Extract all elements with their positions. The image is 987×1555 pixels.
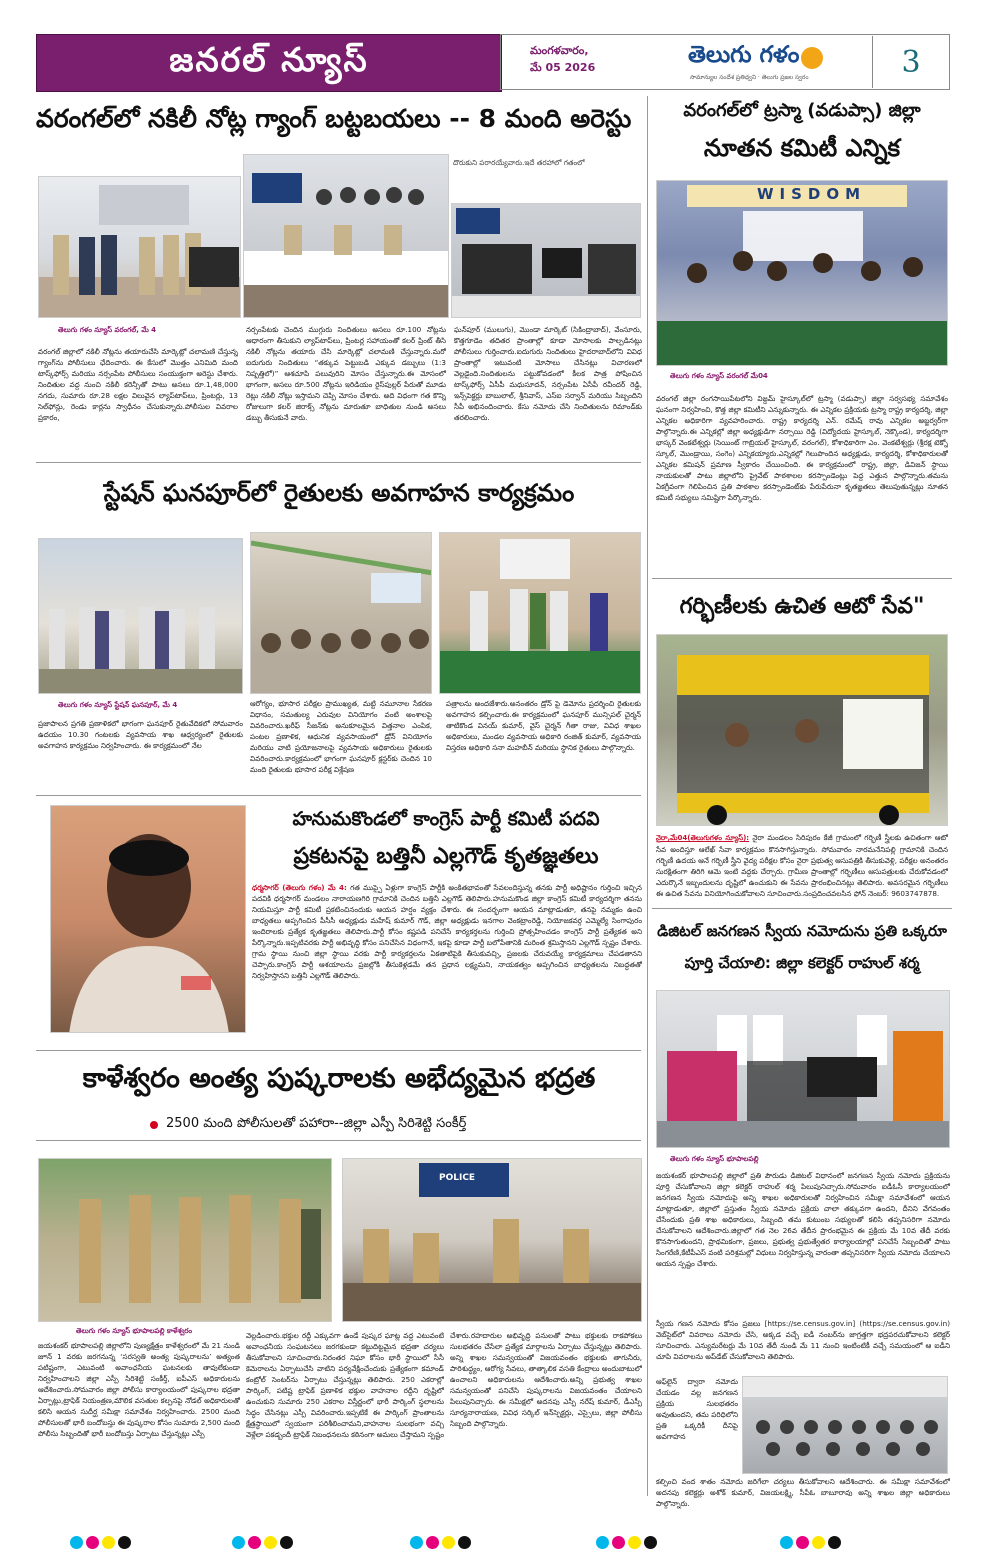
story1-col3-top: దొరుకుని పరారయ్యేవారు.ఇదే తరహాలో గతంలో (453, 158, 585, 167)
auto-rickshaw-illustration (657, 635, 948, 826)
headline-farmers: స్టేషన్ ఘనపూర్‌లో రైతులకు అవగాహన కార్యక్రమం (103, 479, 575, 507)
logo-tagline: సామాన్యుల సందేశ ప్రతిధ్వని · తెలుగు ప్రజల స్వరం (690, 74, 809, 81)
story4-body (656, 832, 948, 904)
yellow-dot (102, 1536, 115, 1549)
story2-caption: తెలుగు గళం న్యూస్ వరంగల్ మే04 (670, 372, 768, 380)
photo-census-meeting (656, 990, 950, 1148)
headline-trasma-l1: వరంగల్‌లో ట్రస్మా (వడుప్సా) జిల్లా (683, 100, 921, 121)
story3-col2: ఆరోగ్యం, భూసార పరీక్షల ప్రాముఖ్యత, మట్టి నమూనాల సేకరణ విధానం, సమతుల్య ఎరువుల వినియోగం వంటి అంశాలపై వివరించారు.ఖరీఫ్ సీజన్‌కు అనుకూలమైన విత్తనాల ఎంపిక, పంటల ప్రణాళిక, ఆధునిక వ్యవసాయంలో డ్రోన్ వినియోగం మరియు వాటి ప్రయోజనాలపై వ్యవసాయ అధికారులు రైతులకు వివరించారు.కార్యక్రమంలో భాగంగా ఘనపూర్ క్లస్టర్‌కు చెందిన 10 మంది రైతులకు భూసార పరీక్ష విశ్లేషణ (250, 699, 432, 774)
story7-col3: చేశారు.రహదారుల అభివృద్ధి పనులతో పాటు భక్తులకు రాకపోకలు సులభతరం చేసేలా ప్రత్యేక మార్గాలను ఏర్పాటు చేస్తున్నట్లు తెలిపారు. అన్ని శాఖల సమన్వయంతో విజయవంతం భక్తులకు తాగునీరు, పారిశుద్ధ్యం, ఆరోగ్య సేవలు, తాత్కాలిక వసతి కేంద్రాలు అందుబాటులో ఉంచాలని అధికారులను ఆదేశించారు.అన్ని ప్రభుత్వ శాఖల సమన్వయంతో పనిచేసి పుష్కరాలను విజయవంతం చేయాలని పిలుపునిచ్చారు. ఈ సమీక్షలో అదనపు ఎస్పీ నరేష్ కుమార్, డీఎస్పీ సూర్యనారాయణ, వివిధ సర్కిల్ ఇన్‌స్పెక్టర్లు, ఎస్సైలు, జిల్లా పోలీసు సిబ్బంది పాల్గొన్నారు. (450, 1331, 642, 1428)
cyan-dot (410, 1536, 423, 1549)
black-dot (458, 1536, 471, 1549)
date-label: మే 05 2026 (530, 61, 596, 74)
magenta-dot (612, 1536, 625, 1549)
photo-kaleshwaram-police-walk (38, 1158, 332, 1322)
magenta-dot (248, 1536, 261, 1549)
magenta-dot (86, 1536, 99, 1549)
farmers-stage-illustration (440, 533, 641, 694)
story1-col1: వరంగల్ జిల్లాలో నకిలీ నోట్లను తయారుచేసి మార్కెట్లో చలామణి చేస్తున్న గ్యాంగ్‌ను పోలీసులు ఛేదించారు. ఈ కేసులో మొత్తం ఎనిమిది మంది టాస్క్‌ఫోర్స్ మరియు నర్సంపేట పోలీసులు సంయుక్తంగా అరెస్టు చేశారు. నిందితుల వద్ద నుంచి నకిలీ కరెన్సీతో పాటు అసలు రూ.1,48,000 నగదు, సుమారు రూ.28 లక్షల విలువైన ల్యాప్‌టాప్‌లు, ప్రింటర్లు, 13 సెల్‌ఫోన్లు, రెండు కార్లను స్వాధీనం చేసుకున్నారు.పోలీసుల వివరాల ప్రకారం, (38, 347, 238, 422)
seized-items-illustration (452, 204, 641, 318)
story6-caption: తెలుగు గళం న్యూస్ భూపాలపల్లి (670, 1155, 759, 1163)
story1-caption: తెలుగు గళం న్యూస్ వరంగల్, మే 4 (58, 326, 157, 334)
photo-ellagoud-portrait (50, 805, 246, 1033)
story2-body: వరంగల్ జిల్లా రంగసాయిపేటలోని విజ్డమ్ హైస్కూల్‌లో ట్రస్మా (వడుప్సా) జిల్లా సర్వసభ్య సమావేశం ఘనంగా నిర్వహించి, కొత్త జిల్లా కమిటీని ఎన్నుకున్నారు. ఈ ఎన్నికల ప్రక్రియకు ట్రస్మా రాష్ట్ర కార్యదర్శి, జిల్లా ఎన్నికల అధికారిగా వ్యవహరించారు. రాష్ట్ర కార్యదర్శి ఎన్. రమేష్ రావు ఎన్నికల అబ్జర్వర్‌గా పాల్గొన్నారు.ఈ ఎన్నికల్లో జిల్లా అధ్యక్షుడిగా నర్సాయి రెడ్డి (విద్యోదయ హైస్కూల్, నెక్కొండ), కార్యదర్శిగా భాస్కర్ వెంకటేశ్వర్లు (సెయింట్ గాబ్రియల్ హైస్కూల్, వరంగల్), కోశాధికారిగా ఎం. వెంకటేశ్వర్లు (శ్రీరక్ష టెక్నో స్కూల్, మొండ్రాయి, సంగెం) ఎన్నికయ్యారు.ఎన్నికల్లో గెలుపొందిన అధ్యక్షుడు, కార్యదర్శి, కోశాధికారులతో ఎన్నికల కమిషన్ ప్రమాణ స్వీకారం చేయించింది. ఈ కార్యక్రమంలో రాష్ట్ర, జిల్లా, డివిజన్ స్థాయి నాయకులతో పాటు జిల్లాలోని ప్రైవేట్ పాఠశాలల కరస్పాండెంట్లు పెద్ద ఎత్తున పాల్గొన్నారు.తమను ఏకగ్రీవంగా గెలిపించిన ప్రతి పాఠశాల కరస్పాండెంట్‌కు పేరుపేరునా కృతజ్ఞతలు తెలుపుతున్నట్లు నూతన కమిటీ సభ్యులు సమిష్టిగా పేర్కొన్నారు. (656, 394, 948, 502)
cyan-dot (596, 1536, 609, 1549)
headline-trasma-l2: నూతన కమిటీ ఎన్నిక (703, 134, 901, 162)
story3-col3: పత్రాలను అందజేశారు.అనంతరం డ్రోన్ పై డెమోను ప్రదర్శించి రైతులకు అవగాహన కల్పించారు.ఈ కార్యక్రమంలో ఘనపూర్ మున్సిపల్ చైర్మన్ తాటికొండ వినయ్ కుమార్, వైస్ చైర్మన్ గీతా రాజు, వివిధ శాఖల అధికారులు, మండల వ్యవసాయ అధికారి రంజిత్ కుమార్, వ్యవసాయ విస్తరణ అధికారి సనా మహబీన్ మరియు స్థానిక రైతులు పాల్గొన్నారు. (446, 699, 641, 752)
registration-marks (232, 1536, 296, 1549)
registration-marks (596, 1536, 660, 1549)
bullet-icon (150, 1121, 158, 1129)
story1-col3: ఘన్‌పూర్ (ములుగు), మొండా మార్కెట్ (సికింద్రాబాద్), వేంసూరు, కొత్తగూడెం తదితర ప్రాంతాల్లో కూడా మోసాలకు పాల్పడినట్లు పోలీసులు గుర్తించారు.ఐదుగురు నిందితులు హైదరాబాద్‌లోని వివిధ ప్రాంతాల్లో ఇటువంటి మోసాలు చేసినట్లు విచారణలో వెల్లడైంది.నిందితులను పట్టుకోవడంలో కీలక పాత్ర పోషించిన టాస్క్‌ఫోర్స్ ఏసీపీ మధుసూదన్, నర్సంపేట ఏసీపీ రవీందర్ రెడ్డి, ఇన్స్‌పెక్టర్లు బాబులాల్, శ్రీనివాస్, ఎస్ఐ సర్వాన్ మరియు సిబ్బందిని సీపీ అభినందించారు. కేసు నమోదు చేసి నిందితులను రిమాండ్‌కు తరలించారు. (454, 325, 642, 422)
story4-text: నైరా మండలం సిరిపురం కేజీ గ్రామంలో గర్భిణీ స్త్రీలకు ఉచితంగా ఆటో సేవ అందిస్తూ ఆలేఖ్ సేవా కార్యక్రమం కొనసాగిస్తున్నారు. సోమవారం నారమనేనిపల్లి గ్రామానికి చెందిన గర్భిణీ ఉదయ ఆనే గర్భిణీ స్త్రీని వైద్య పరీక్షల కోసం నైరా ప్రభుత్వ ఆసుపత్రికి తీసుకువెళ్లి, పరీక్షల అనంతరం సురక్షితంగా తిరిగి ఆమె ఇంటి వద్దకు చేర్చారు. గ్రామీణ ప్రాంతాల్లో గర్భిణీలు ఆసుపత్రులకు చేరుకోవడంలో ఎదుర్కొనే ఇబ్బందులను దృష్టిలో ఉంచుకుని ఈ సేవను ప్రారంభించినట్లు తెలిపారు. అవసరమైన గర్భిణీలు ఈ ఉచిత సేవను వినియోగించుకోవాలని సూచించారు.సంప్రదించవలసిన ఫోన్ నెంబర్: 9603747878. (656, 833, 948, 898)
story5-body (252, 882, 642, 1044)
dateline (530, 42, 595, 76)
story6-body1: జయశంకర్ భూపాలపల్లి జిల్లాలో ప్రతి పౌరుడు డిజిటల్ విధానంలో జనగణన స్వీయ నమోదు ప్రక్రియను పూర్తి చేసుకోవాలని జిల్లా కలెక్టర్ రాహుల్ శర్మ పిలుపునిచ్చారు.సోమవారం ఐడీఓసీ కార్యాలయంలో జనగణన స్వీయ నమోదుపై అన్ని శాఖల అధికారులతో నిర్వహించిన సమీక్షా సమావేశంలో ఆయన మాట్లాడుతూ, జిల్లాలో ప్రస్తుతం స్వీయ నమోదు ప్రక్రియ చాలా తక్కువగా ఉందని, దీనిని వేగవంతం చేసేందుకు ప్రతి శాఖ అధికారులు, సిబ్బంది తమ కుటుంబ సభ్యులతో కలిసి తప్పనిసరిగా నమోదు చేసుకోవాలని ఆదేశించారు.జిల్లాలో గత నెల 26వ తేదీన ప్రారంభమైన ఈ ప్రక్రియ మే 10వ తేదీ వరకు కొనసాగుతుందని, ప్రాథమికంగా, ప్రజలు, ప్రభుత్వ ప్రభుత్వేతర కార్యాలయాల్లో పనిచేసే సిబ్బందితో పాటు సింగరేణి,కేటీపీఎస్ వంటి పరిశ్రమల్లో విధులు నిర్వహిస్తున్న వారంతా తప్పనిసరిగా స్వీయ నమోదు చేయాలని ఆయన స్పష్టం చేశారు. (656, 1171, 950, 1268)
section-divider (36, 462, 641, 463)
yellow-dot (442, 1536, 455, 1549)
story6-body3: ఆఫ్‌లైన్ ద్వారా నమోదు చేయడం వల్ల జనగణన ప్రక్రియ సులభతరం అవుతుందని, తమ పరిధిలోని ప్రతి ఒక్కరికీ దీనిపై అవగాహన (656, 1377, 738, 1441)
story3-col1: ప్రజాపాలన ప్రగతి ప్రణాళికలో భాగంగా ఘనపూర్ రైతువేదికలో సోమవారం ఉదయం 10.30 గంటలకు వ్యవసాయ శాఖ ఆధ్వర్యంలో రైతులకు అవగాహన కార్యక్రమం నిర్వహించారు. ఈ కార్యక్రమంలో నేల (38, 719, 243, 750)
headline-congress-l1: హనుమకొండలో కాంగ్రెస్ పార్టీ కమిటీ పదవి (292, 808, 600, 830)
yellow-dot (264, 1536, 277, 1549)
registration-marks (70, 1536, 134, 1549)
sun-icon (801, 47, 823, 69)
black-dot (118, 1536, 131, 1549)
census-hall-illustration (743, 1377, 948, 1474)
page-number: 3 (872, 36, 949, 88)
registration-marks (410, 1536, 474, 1549)
black-dot (280, 1536, 293, 1549)
section-divider (36, 1050, 641, 1051)
yellow-dot (812, 1536, 825, 1549)
cyan-dot (70, 1536, 83, 1549)
press-meet-illustration (244, 155, 449, 318)
story6-body4: కల్పించి వంద శాతం నమోదు జరిగేలా చర్యలు తీసుకోవాలని ఆదేశించారు. ఈ సమీక్షా సమావేశంలో అదనపు కలెక్టర్లు అశోక్ కుమార్, విజయలక్ష్మి, సీపీఓ బాబూరావు అన్ని శాఖల జిల్లా అధికారులు పాల్గొన్నారు. (656, 1477, 950, 1508)
magenta-dot (796, 1536, 809, 1549)
story4-dateline: నైరా,మే04(తెలుగుగళం న్యూస్): (656, 834, 750, 842)
farmers-hall-illustration (251, 533, 432, 694)
photo-trasma-meeting (656, 180, 948, 366)
police-walk-illustration (39, 1159, 332, 1322)
cyan-dot (780, 1536, 793, 1549)
section-divider (652, 578, 952, 579)
police-sign: POLICE (439, 1173, 476, 1183)
story5-dateline: ధర్మసాగర్ (తెలుగు గళం) మే 4: (252, 883, 347, 892)
police-meeting-illustration (343, 1159, 642, 1322)
story5-text: గత ముప్పై ఏళ్లుగా కాంగ్రెస్ పార్టీకి అంకితభావంతో సేవలందిస్తున్న తనకు పార్టీ అధిష్టానం గుర్తించి ఇచ్చిన పదవికి ధర్మసాగర్ మండలం నారాయణగిరి గ్రామానికి చెందిన బత్తినీ ఎల్లగౌడ్ తెలిపారు.హనుమకొండ జిల్లా కాంగ్రెస్ కమిటీ కార్యదర్శిగా తనను నియమిస్తూ పార్టీ కమిటీ ప్రకటించినందుకు ఆయన హర్షం వ్యక్తం చేశారు. ఈ సందర్భంగా ఆయన మాట్లాడుతూ, తనపై నమ్మకం ఉంచి బాధ్యతలు అప్పగించిన పీసీసీ అధ్యక్షుడు మహేష్ కుమార్ గౌడ్, జిల్లా అధ్యక్షుడు ఇనగాల వెంకట్రాంరెడ్డి, నియోజకవర్గ ఎమ్మెల్యే సింగాపురం ఇందిరాలకు ప్రత్యేక కృతజ్ఞతలు తెలిపారు.పార్టీ కోసం కష్టపడి పనిచేసే కార్యకర్తలను గుర్తించి ప్రోత్సహించడం కాంగ్రెస్ పార్టీ ప్రత్యేకత అని పేర్కొన్నారు.ఇప్పటివరకు పార్టీ అభివృద్ధి కోసం పనిచేసిన విధంగానే, ఇకపై కూడా పార్టీ బలోపేతానికి మరింత శ్రమిస్తానని ఎల్లగౌడ్ స్పష్టం చేశారు. గ్రామ స్థాయి నుంచి జిల్లా స్థాయి వరకు పార్టీ కార్యకర్తలను ఏకతాటిపైకి తీసుకువచ్చి, ప్రజలకు చేరువయ్యే కార్యక్రమాలు చేపడతానని చెప్పారు.కాంగ్రెస్ పార్టీ ఆశయాలను ప్రజల్లోకి తీసుకెళ్లడమే తన ప్రధాన లక్ష్యమని, నాయకత్వం అప్పగించిన బాధ్యతలను నిబద్ధతతో నిర్వహిస్తానని బత్తినీ ఎల్లగౌడ్ తెలిపారు. (252, 883, 642, 980)
headline-census-l1: డిజిటల్ జనగణన స్వీయ నమోదును ప్రతి ఒక్కరూ (657, 922, 947, 940)
kaleshwaram-subhead-text: 2500 మంది పోలీసులతో పహారా--జిల్లా ఎస్పీ సిరిశెట్టి సంకీర్త్ (166, 1116, 467, 1131)
photo-farmers-group (38, 538, 243, 694)
story7-col1: జయశంకర్ భూపాలపల్లి జిల్లాలోని పుణ్యక్షేత్రం కాళేశ్వరంలో మే 21 నుండి జూన్ 1 వరకు జరగనున్న ‘సరస్వతి అంత్య పుష్కరాలను’ అత్యంత పటిష్టంగా, ఎటువంటి అవాంఛనీయ ఘటనలకు తావులేకుండా నిర్వహించాలని జిల్లా ఎస్పీ సిరిశెట్టి సంకీర్త్, ఐపీఎస్ అధికారులను ఆదేశించారు.సోమవారం జిల్లా పోలీసు కార్యాలయంలో పుష్కరాల భద్రతా ఏర్పాట్లు,ట్రాఫిక్ నియంత్రణ,మౌలిక వసతుల కల్పనపై నోడల్ అధికారులతో కలిసి ఆయన సుదీర్ఘ సమీక్షా సమావేశం నిర్వహించారు. 2500 మంది పోలీసులతో భారీ బందోబస్తు ఈ పుష్కరాల కోసం సుమారు 2,500 మంది పోలీసు సిబ్బందితో భారీ బందోబస్తు ఏర్పాటు చేస్తున్నట్లు ఎస్పీ (38, 1341, 240, 1438)
registration-marks (780, 1536, 844, 1549)
logo-text: తెలుగు గళం (688, 42, 800, 68)
trasma-meeting-illustration (657, 181, 948, 366)
kaleshwaram-subhead (150, 1116, 466, 1134)
column-divider (647, 96, 648, 1496)
photo-census-hall (742, 1376, 948, 1474)
officers-photo-illustration (39, 177, 241, 318)
headline-census-l2: పూర్తి చేయాలి: జిల్లా కలెక్టర్ రాహుల్ శర్మ (684, 954, 920, 972)
newspaper-logo (688, 40, 838, 76)
photo-farmers-stage (439, 532, 641, 694)
story7-col2: వెల్లడించారు.భక్తుల రద్దీ ఎక్కువగా ఉండే పుష్కర ఘాట్ల వద్ద ఎటువంటి అవాంఛనీయ సంఘటనలు జరగకుండా కట్టుదిట్టమైన భద్రతా చర్యలు తీసుకోవాలని సూచించారు.నిరంతర నిఘా కోసం భారీ స్థాయిలో సీసీ కెమెరాలను ఏర్పాటుచేసి వాటిని పర్యవేక్షించేందుకు ప్రత్యేకంగా కమాండ్ కంట్రోల్ సెంటర్‌ను ఏర్పాటు చేస్తున్నట్లు తెలిపారు. 250 ఎకరాల్లో పార్కింగ్, పటిష్ట ట్రాఫిక్ ప్రణాళిక భక్తుల వాహనాల రద్దీని దృష్టిలో ఉంచుకుని సుమారు 250 ఎకరాల విస్తీర్ణంలో భారీ పార్కింగ్ స్థలాలను సిద్ధం చేసినట్లు ఎస్పీ వివరించారు.ఇప్పటికే ఈ పార్కింగ్ ప్రాంతాలను క్షేత్రస్థాయిలో స్వయంగా పరిశీలించామని,వాహనాల సులభంగా వచ్చి వెళ్లేలా పకడ్బందీ ట్రాఫిక్ నిబంధనలను కఠినంగా అమలు చేస్తామని స్పష్టం (246, 1331, 444, 1439)
section-banner: జనరల్ న్యూస్ (36, 34, 502, 92)
photo-auto-service (656, 634, 948, 826)
census-meeting-illustration (657, 991, 950, 1148)
headline-fake-notes: వరంగల్‌లో నకిలీ నోట్ల గ్యాంగ్ బట్టబయలు -- 8 మంది అరెస్టు (36, 104, 632, 133)
headline-congress-l2: ప్రకటనపై బత్తినీ ఎల్లగౌడ్ కృతజ్ఞతలు (293, 844, 599, 869)
photo-fake-notes-press (243, 154, 449, 318)
photo-farmers-hall (250, 532, 432, 694)
story3-caption: తెలుగు గళం న్యూస్ స్టేషన్ ఘనపూర్, మే 4 (58, 701, 178, 709)
photo-kaleshwaram-police-meeting (342, 1158, 642, 1322)
wisdom-sign: WISDOM (757, 185, 867, 203)
portrait-illustration (51, 806, 246, 1033)
cyan-dot (232, 1536, 245, 1549)
section-divider (652, 908, 952, 909)
headline-kaleshwaram: కాళేశ్వరం అంత్య పుష్కరాలకు అభేద్యమైన భద్రత (82, 1063, 596, 1094)
headline-auto-service: గర్భిణీలకు ఉచిత ఆటో సేవ" (679, 594, 925, 619)
day-label: మంగళవారం, (530, 44, 589, 57)
magenta-dot (426, 1536, 439, 1549)
section-divider (36, 795, 641, 796)
black-dot (828, 1536, 841, 1549)
yellow-dot (628, 1536, 641, 1549)
story1-col2: నర్సంపేటకు చెందిన ముగ్గురు నిందితులు అసలు రూ.100 నోట్లను ఆధారంగా తీసుకుని ల్యాప్‌టాప్‌లు, ప్రింటర్ల సహాయంతో కలర్ ప్రింట్ తీసి నకిలీ నోట్లను తయారు చేసి మార్కెట్లో చలామణి చేస్తున్నారు.మరో ఐదుగురు నిందితులు “తక్కువ పెట్టుబడి ఎక్కువ డబ్బులు (1:3 నిష్పత్తిలో)” ఆశచూపి పలువురిని మోసం చేస్తున్నారు.ఈ మోసంలో భాగంగా, అసలు రూ.500 నోట్లను ఇరిడియం రైస్‌పుల్లర్ పేరుతో మూడు రెట్లు నకిలీ నోట్లు ఇస్తామని చెప్పి మోసం చేశారు. అది విధంగా గత కొన్ని రోజులుగా కలర్ జిరాక్స్ నోట్లను మారుతూ బాధితుల నుండి అసలు డబ్బు తీసుకునే వారు. (246, 325, 446, 422)
farmers-group-illustration (39, 539, 243, 694)
photo-fake-notes-officers (38, 176, 241, 318)
photo-fake-notes-seized (451, 203, 641, 318)
story6-body2: స్వీయ గణన నమోదు కోసం ప్రజలు [https://se.census.gov.in] (https://se.census.gov.in) వెబ్‌సైట్‌లో వివరాలు నమోదు చేసి, అక్కడ వచ్చే ఐడీ నంబర్‌ను జాగ్రత్తగా భద్రపరచుకోవాలని కలెక్టర్ సూచించారు. ఎన్యుమరేటర్లు మే 10వ తేదీ నుండి మే 11 నుంచి ఇంటింటికీ వచ్చే సమయంలో ఆ ఐడీని చూపి వివరాలను అప్‌డేట్ చేసుకోవాలని తెలిపారు. (656, 1319, 950, 1361)
story7-caption: తెలుగు గళం న్యూస్ భూపాలపల్లి కాళేశ్వరం (76, 1327, 193, 1335)
black-dot (644, 1536, 657, 1549)
subhead-underline (36, 1140, 641, 1141)
